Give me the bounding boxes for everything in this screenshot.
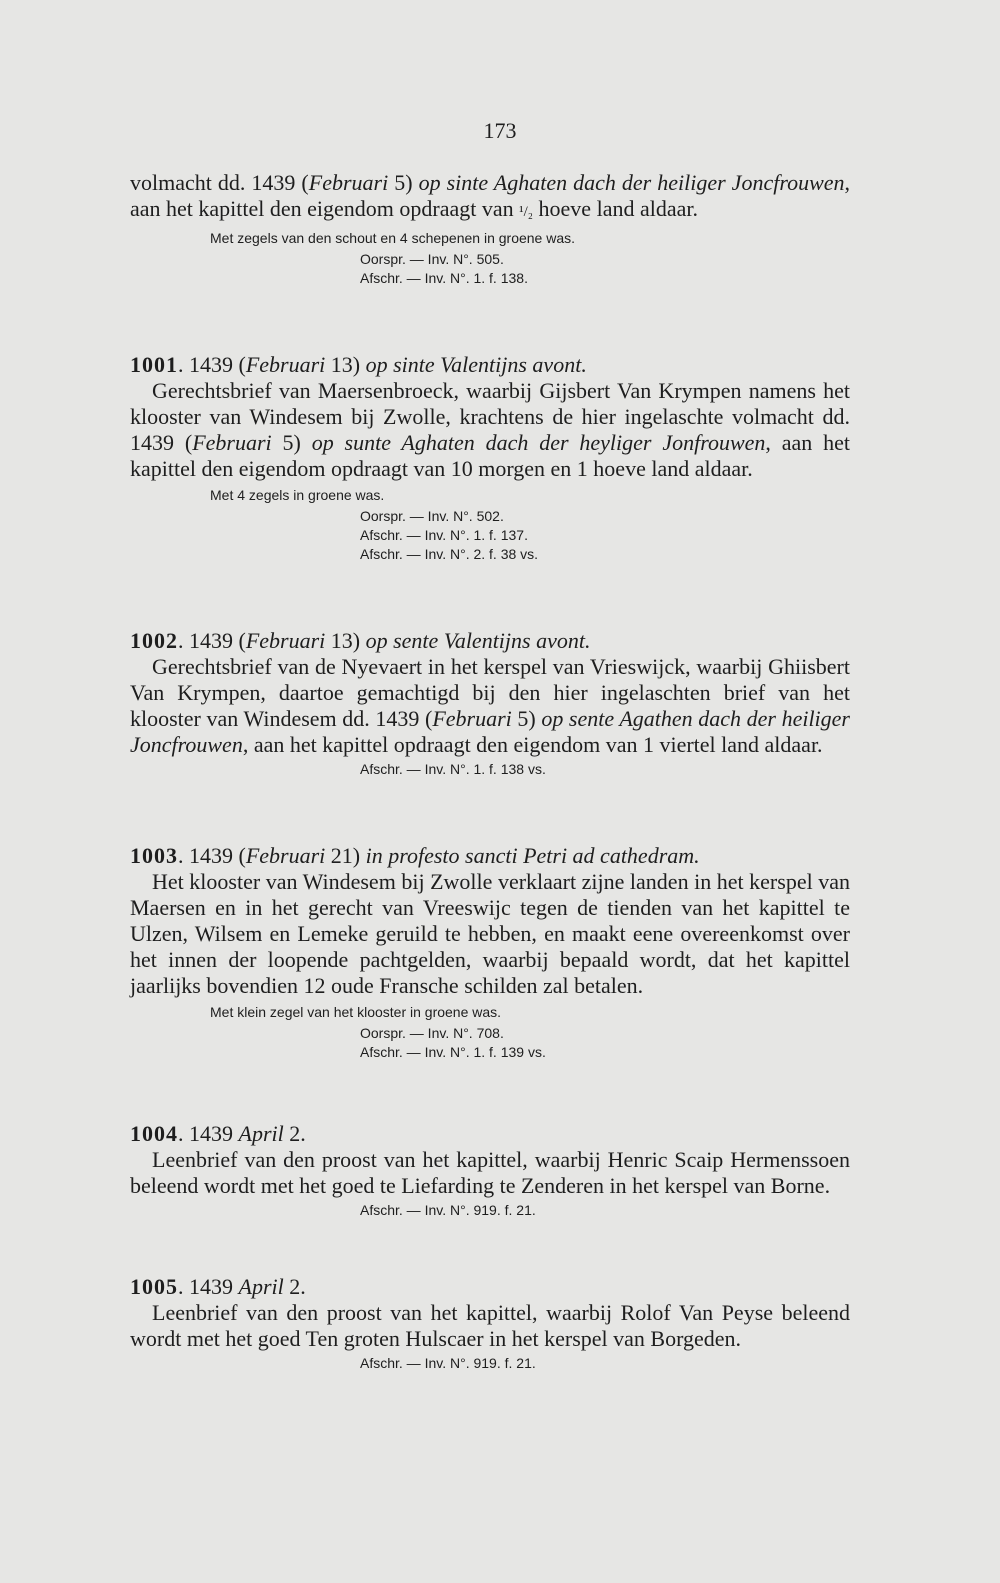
archive-ref: Afschr. — Inv. N°. 919. f. 21.: [360, 1355, 536, 1371]
entry-1003: [130, 843, 850, 1062]
entry-number: 1001: [130, 352, 178, 377]
archive-ref: Afschr. — Inv. N°. 1. f. 138 vs.: [360, 761, 546, 777]
entry-paragraph: Gerechtsbrief van de Nyevaert in het kerspel van Vrieswijck, waarbij Ghiisbert Van Krympen, daartoe gemachtigd bij den hier ingelaschten brief van het klooster van Windesem dd. 1439 (Februari 5) op sente Agathen dach der heiliger Joncfrouwen, aan het kapittel opdraagt den eigendom van 1 viertel land aldaar.: [130, 654, 850, 757]
archive-refs: [360, 1201, 850, 1220]
entry-paragraph: Het klooster van Windesem bij Zwolle verklaart zijne landen in het kerspel van Maersen en in het gerecht van Vreeswijc tegen de tienden van het kapittel te Ulzen, Wilsem en Lemeke geruild te hebben, en maakt eene overeenkomst over het innen der loopende pachtgelden, waarbij bepaald wordt, dat het kapittel jaarlijks bovendien 12 oude Fransche schilden zal betalen.: [130, 869, 850, 998]
entry-paragraph: Leenbrief van den proost van het kapittel, waarbij Rolof Van Peyse beleend wordt met het goed Ten groten Hulscaer in het kerspel van Borgeden.: [130, 1300, 850, 1351]
archive-ref: Afschr. — Inv. N°. 1. f. 138.: [360, 270, 528, 286]
archive-ref: Oorspr. — Inv. N°. 505.: [360, 251, 504, 267]
entry-heading: 1004. 1439 April 2.: [130, 1121, 306, 1146]
entry-heading: 1002. 1439 (Februari 13) op sente Valentijns avont.: [130, 628, 591, 653]
archive-ref: Afschr. — Inv. N°. 1. f. 139 vs.: [360, 1044, 546, 1060]
archive-ref: Afschr. — Inv. N°. 919. f. 21.: [360, 1202, 536, 1218]
archive-ref: Oorspr. — Inv. N°. 502.: [360, 508, 504, 524]
entry-number: 1005: [130, 1274, 178, 1299]
entry-heading: 1003. 1439 (Februari 21) in profesto sancti Petri ad cathedram.: [130, 843, 700, 868]
entry-1002: [130, 628, 850, 779]
intro-block: [130, 170, 850, 288]
entry-heading: 1001. 1439 (Februari 13) op sinte Valentijns avont.: [130, 352, 587, 377]
archive-refs: [360, 760, 850, 779]
archive-refs: [360, 1354, 850, 1373]
seal-note: Met klein zegel van het klooster in groene was.: [210, 1004, 502, 1020]
archive-ref: Afschr. — Inv. N°. 2. f. 38 vs.: [360, 546, 539, 562]
seal-note: Met 4 zegels in groene was.: [210, 487, 385, 503]
entry-1001: [130, 352, 850, 564]
archive-ref: Afschr. — Inv. N°. 1. f. 137.: [360, 527, 528, 543]
archive-ref: Oorspr. — Inv. N°. 708.: [360, 1025, 504, 1041]
fraction: ¹/₂: [519, 204, 534, 220]
archive-refs: [360, 1024, 850, 1062]
entry-paragraph: Leenbrief van den proost van het kapittel, waarbij Henric Scaip Hermenssoen beleend wordt met het goed te Liefarding te Zenderen in het kerspel van Borne.: [130, 1147, 850, 1198]
archive-refs: [360, 250, 850, 288]
entry-heading: 1005. 1439 April 2.: [130, 1274, 306, 1299]
entry-number: 1002: [130, 628, 178, 653]
intro-paragraph: volmacht dd. 1439 (Februari 5) op sinte Aghaten dach der heiliger Joncfrouwen, aan het kapittel den eigendom opdraagt van ¹/₂ hoeve land aldaar.: [130, 170, 851, 221]
entry-paragraph: Gerechtsbrief van Maersenbroeck, waarbij Gijsbert Van Krympen namens het klooster van Windesem bij Zwolle, krachtens de hier ingelaschte volmacht dd. 1439 (Februari 5) op sunte Aghaten dach der heyliger Jonfrouwen, aan het kapittel den eigendom opdraagt van 10 morgen en 1 hoeve land aldaar.: [130, 378, 851, 481]
page-number: 173: [483, 118, 517, 143]
archive-refs: [360, 507, 850, 564]
entry-1005: [130, 1274, 850, 1373]
seal-note: Met zegels van den schout en 4 schepenen in groene was.: [210, 230, 576, 246]
entry-1004: [130, 1121, 850, 1220]
entry-number: 1003: [130, 843, 178, 868]
entry-number: 1004: [130, 1121, 178, 1146]
